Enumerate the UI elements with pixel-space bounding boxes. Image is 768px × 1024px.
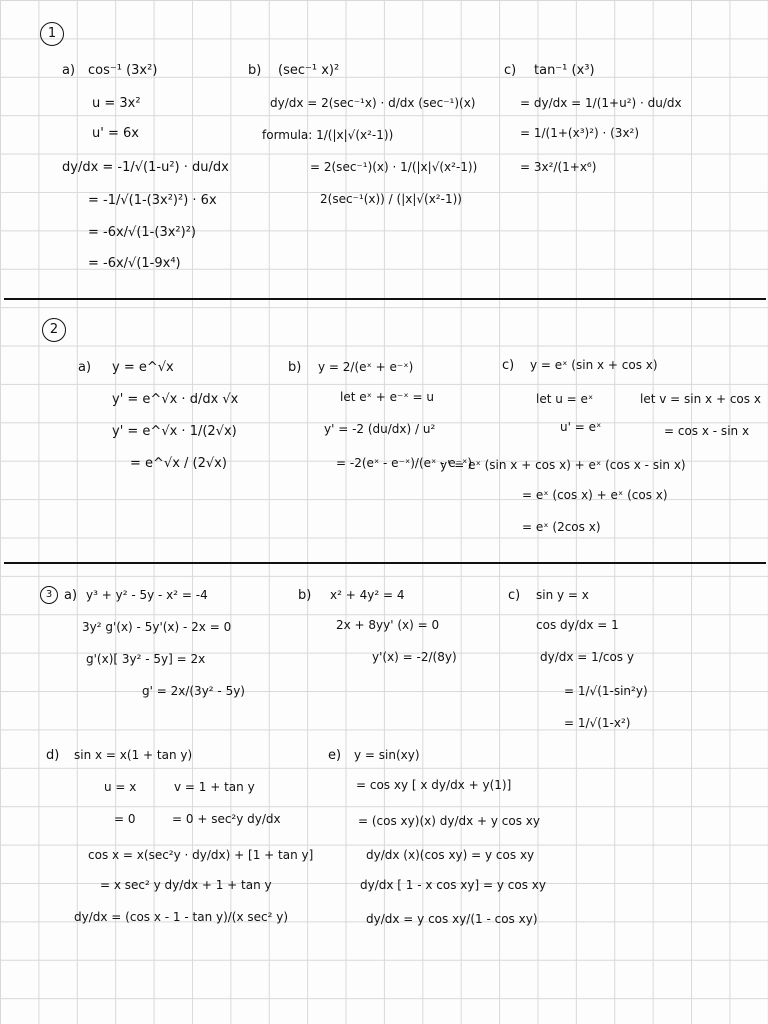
- s3a-line-3: g'(x)[ 3y² - 5y] = 2x: [86, 652, 206, 666]
- s2b-label: b): [288, 360, 302, 375]
- s3c-line-4: = 1/√(1-sin²y): [564, 684, 648, 698]
- s1b-label: b): [248, 63, 262, 78]
- s2a-line-2: y' = e^√x · d/dx √x: [112, 392, 239, 407]
- s3c-line-3: dy/dx = 1/cos y: [540, 650, 634, 664]
- s3c-line-5: = 1/√(1-x²): [564, 716, 631, 730]
- s2a-line-1: y = e^√x: [112, 360, 174, 375]
- s1b-line-3: = 2(sec⁻¹)(x) · 1/(|x|√(x²-1)): [310, 160, 478, 174]
- s2c-line-4: u' = eˣ: [560, 420, 602, 434]
- s1b-expression: (sec⁻¹ x)²: [278, 63, 340, 78]
- s2b-line-4: = -2(eˣ - e⁻ˣ)/(eˣ - e⁻ˣ): [336, 456, 473, 470]
- s3d-line-2: u = x: [104, 780, 137, 794]
- s2b-line-3: y' = -2 (du/dx) / u²: [324, 422, 436, 436]
- s1b-line-4: 2(sec⁻¹(x)) / (|x|√(x²-1)): [320, 192, 462, 206]
- s3d-line-8: dy/dx = (cos x - 1 - tan y)/(x sec² y): [74, 910, 289, 924]
- s1b-line-1: dy/dx = 2(sec⁻¹x) · d/dx (sec⁻¹)(x): [270, 96, 476, 110]
- s2c-line-8: = eˣ (2cos x): [522, 520, 601, 534]
- s3a-line-2: 3y² g'(x) - 5y'(x) - 2x = 0: [82, 620, 232, 634]
- s2c-label: c): [502, 358, 515, 373]
- s3e-line-1: y = sin(xy): [354, 748, 420, 762]
- s3a-label: a): [64, 588, 78, 603]
- divider-2: [4, 562, 766, 564]
- s3a-line-4: g' = 2x/(3y² - 5y): [142, 684, 245, 698]
- s1c-line-1: = dy/dx = 1/(1+u²) · du/dx: [520, 96, 682, 110]
- s2a-label: a): [78, 360, 92, 375]
- s3e-line-6: dy/dx = y cos xy/(1 - cos xy): [366, 912, 538, 926]
- s3e-line-2: = cos xy [ x dy/dx + y(1)]: [356, 778, 512, 792]
- s1c-line-2: = 1/(1+(x³)²) · (3x²): [520, 126, 640, 140]
- s3d-line-4: = 0: [114, 812, 136, 826]
- s2a-line-4: = e^√x / (2√x): [130, 456, 227, 471]
- s3b-line-3: y'(x) = -2/(8y): [372, 650, 457, 664]
- s3e-line-3: = (cos xy)(x) dy/dx + y cos xy: [358, 814, 541, 828]
- s3b-line-2: 2x + 8yy' (x) = 0: [336, 618, 440, 632]
- s1c-line-3: = 3x²/(1+x⁶): [520, 160, 597, 174]
- s2b-line-1: y = 2/(eˣ + e⁻ˣ): [318, 360, 414, 374]
- s3d-line-3: v = 1 + tan y: [174, 780, 255, 794]
- s1a-expression: cos⁻¹ (3x²): [88, 63, 158, 78]
- divider-1: [4, 298, 766, 300]
- s3b-line-1: x² + 4y² = 4: [330, 588, 405, 602]
- s3d-line-1: sin x = x(1 + tan y): [74, 748, 193, 762]
- s1a-line-3: dy/dx = -1/√(1-u²) · du/dx: [62, 160, 229, 175]
- s1c-expression: tan⁻¹ (x³): [534, 63, 595, 78]
- s2c-line-2: let u = eˣ: [536, 392, 594, 406]
- s3d-label: d): [46, 748, 60, 763]
- s1a-line-4: = -1/√(1-(3x²)²) · 6x: [88, 193, 217, 208]
- s3b-label: b): [298, 588, 312, 603]
- s1b-line-2: formula: 1/(|x|√(x²-1)): [262, 128, 394, 142]
- section-3-number: 3: [40, 586, 58, 604]
- s2c-line-6: y' = eˣ (sin x + cos x) + eˣ (cos x - sin x): [440, 458, 686, 472]
- s1a-line-5: = -6x/√(1-(3x²)²): [88, 225, 196, 240]
- s2c-line-1: y = eˣ (sin x + cos x): [530, 358, 658, 372]
- s3e-label: e): [328, 748, 342, 763]
- s2a-line-3: y' = e^√x · 1/(2√x): [112, 424, 237, 439]
- s1c-label: c): [504, 63, 517, 78]
- s1a-line-2: u' = 6x: [92, 126, 139, 141]
- s3a-line-1: y³ + y² - 5y - x² = -4: [86, 588, 208, 602]
- s3d-line-5: = 0 + sec²y dy/dx: [172, 812, 281, 826]
- s3e-line-4: dy/dx (x)(cos xy) = y cos xy: [366, 848, 535, 862]
- s3c-line-1: sin y = x: [536, 588, 589, 602]
- s2c-line-3: let v = sin x + cos x: [640, 392, 761, 406]
- s3e-line-5: dy/dx [ 1 - x cos xy] = y cos xy: [360, 878, 546, 892]
- s3c-line-2: cos dy/dx = 1: [536, 618, 619, 632]
- s1a-line-1: u = 3x²: [92, 96, 141, 111]
- s3d-line-7: = x sec² y dy/dx + 1 + tan y: [100, 878, 272, 892]
- s3c-label: c): [508, 588, 521, 603]
- s1a-label: a): [62, 63, 76, 78]
- section-1-number: 1: [40, 22, 64, 46]
- s1a-line-6: = -6x/√(1-9x⁴): [88, 256, 181, 271]
- s2c-line-5: = cos x - sin x: [664, 424, 750, 438]
- s3d-line-6: cos x = x(sec²y · dy/dx) + [1 + tan y]: [88, 848, 314, 862]
- s2c-line-7: = eˣ (cos x) + eˣ (cos x): [522, 488, 668, 502]
- section-2-number: 2: [42, 318, 66, 342]
- s2b-line-2: let eˣ + e⁻ˣ = u: [340, 390, 434, 404]
